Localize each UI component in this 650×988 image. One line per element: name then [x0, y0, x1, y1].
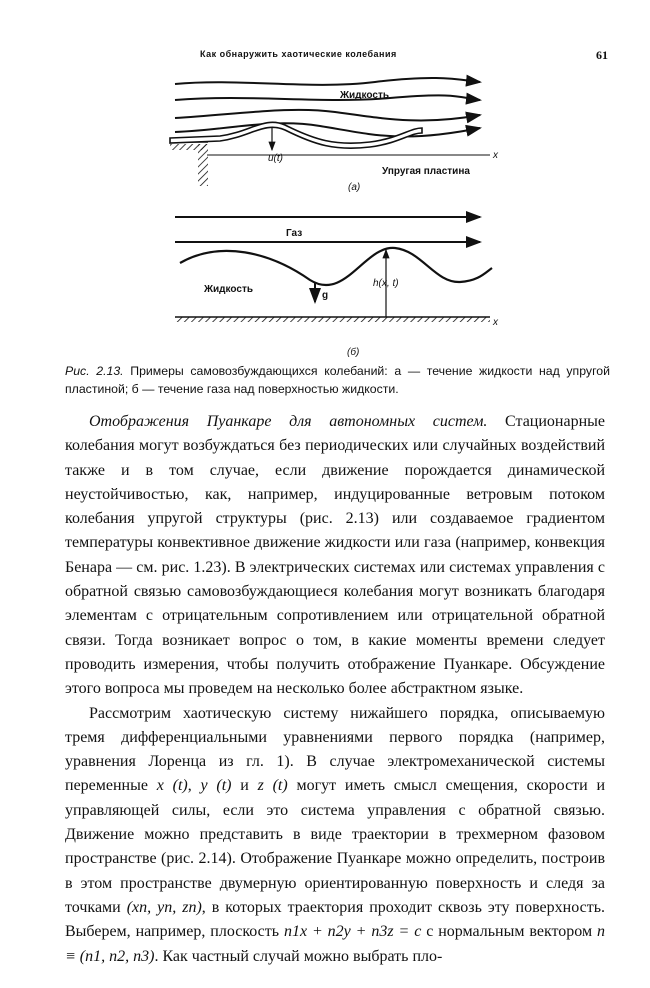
page-number: 61 — [596, 50, 608, 61]
panel-label-a: (а) — [348, 182, 361, 193]
figure-caption — [65, 362, 610, 398]
wall-a — [198, 144, 208, 186]
paragraph-1-text: Стационарные колебания могут возбуждаться без периодических или случайных воздействий также и в том случае, если движение порождается динамической неустойчивостью, как, например, индуцированные ветровым потоком колебания упругой структуры (рис. 2.13) или создаваемое градиентом температуры конвективное движение жидкости или газа (например, конвекция Бенара — см. рис. 1.23). В электрических системах или системах управления с обратной связью самовозбуждающиеся колебания могут возникать благодаря элементам с отрицательным сопротивлением или отрицательной обратной связи. Тогда возникает вопрос о том, в какие моменты времени следует проводить измерения, чтобы получить отображение Пуанкаре. Обсуждение этого вопроса мы проведем на несколько более абстрактном языке. — [65, 413, 606, 698]
ground-a — [170, 144, 208, 150]
fluid-label-b: Жидкость — [204, 284, 253, 295]
paragraph-2-text-b: могут иметь смысл смещения, скорости и управляющей силы, если это система управления с обратной связью. Движение можно представить в виде траектории в трехмерном фазовом пространстве (рис. 2.14). Отображение Пуанкаре можно определить, построив в этом пространстве двумерную ориентированную поверхность и следя за точками — [65, 777, 606, 916]
caption-text: Примеры самовозбуждающихся колебаний: а — течение жидкости над упругой пластиной; б — течение газа над поверхностью жидкости. — [65, 364, 610, 396]
caption-label: Рис. 2.13. — [65, 364, 124, 378]
flow-line-a3 — [175, 110, 480, 121]
paragraph-2-text-c: , в которых траектория проходит сквозь эту поверхность. Выберем, например, плоскость — [65, 898, 606, 941]
ground-b — [175, 317, 490, 322]
running-head: Как обнаружить хаотические колебания — [200, 50, 397, 59]
fluid-label-a: Жидкость — [340, 90, 389, 101]
panel-b — [175, 217, 499, 358]
separator-2: и — [231, 777, 258, 795]
math-x-t: x (t) — [156, 777, 188, 795]
paragraph-2 — [65, 702, 605, 969]
flow-line-a1 — [175, 78, 480, 85]
paragraph-1 — [65, 410, 605, 702]
paragraph-2-text-d: с нормальным вектором — [421, 923, 598, 941]
body-text — [65, 410, 605, 969]
flow-line-a4 — [175, 123, 480, 136]
separator-1: , — [187, 777, 201, 795]
math-z-t: z (t) — [257, 777, 288, 795]
axis-label-b: x — [493, 317, 498, 328]
height-label: h(x, t) — [373, 278, 399, 289]
displacement-label: u(t) — [268, 153, 283, 164]
plate-label: Упругая пластина — [382, 166, 470, 177]
panel-a — [170, 78, 499, 193]
panel-label-b: (б) — [347, 347, 360, 358]
figure-2-13 — [160, 70, 510, 360]
paragraph-2-text-e: . Как частный случай можно выбрать пло- — [154, 947, 443, 965]
axis-label-a: x — [493, 150, 498, 161]
flow-line-a2 — [175, 95, 480, 100]
math-normal-vector: n ≡ (n1, n2, n3) — [65, 923, 606, 965]
paragraph-2-text-a: Рассмотрим хаотическую систему нижайшего порядка, описываемую тремя дифференциальными уравнениями первого порядка (например, уравнения Лоренца из гл. 1). В случае электромеханической системы переменные — [65, 704, 605, 795]
figure-2-13-drawing — [160, 70, 510, 360]
gas-label: Газ — [286, 228, 303, 239]
section-run-in-title: Отображения Пуанкаре для автономных систем. — [89, 413, 488, 430]
fluid-surface — [180, 248, 492, 285]
gravity-label: g — [322, 290, 329, 301]
math-y-t: y (t) — [200, 777, 232, 795]
math-plane-equation: n1x + n2y + n3z = c — [283, 923, 422, 941]
math-points: (xn, yn, zn) — [126, 898, 202, 916]
